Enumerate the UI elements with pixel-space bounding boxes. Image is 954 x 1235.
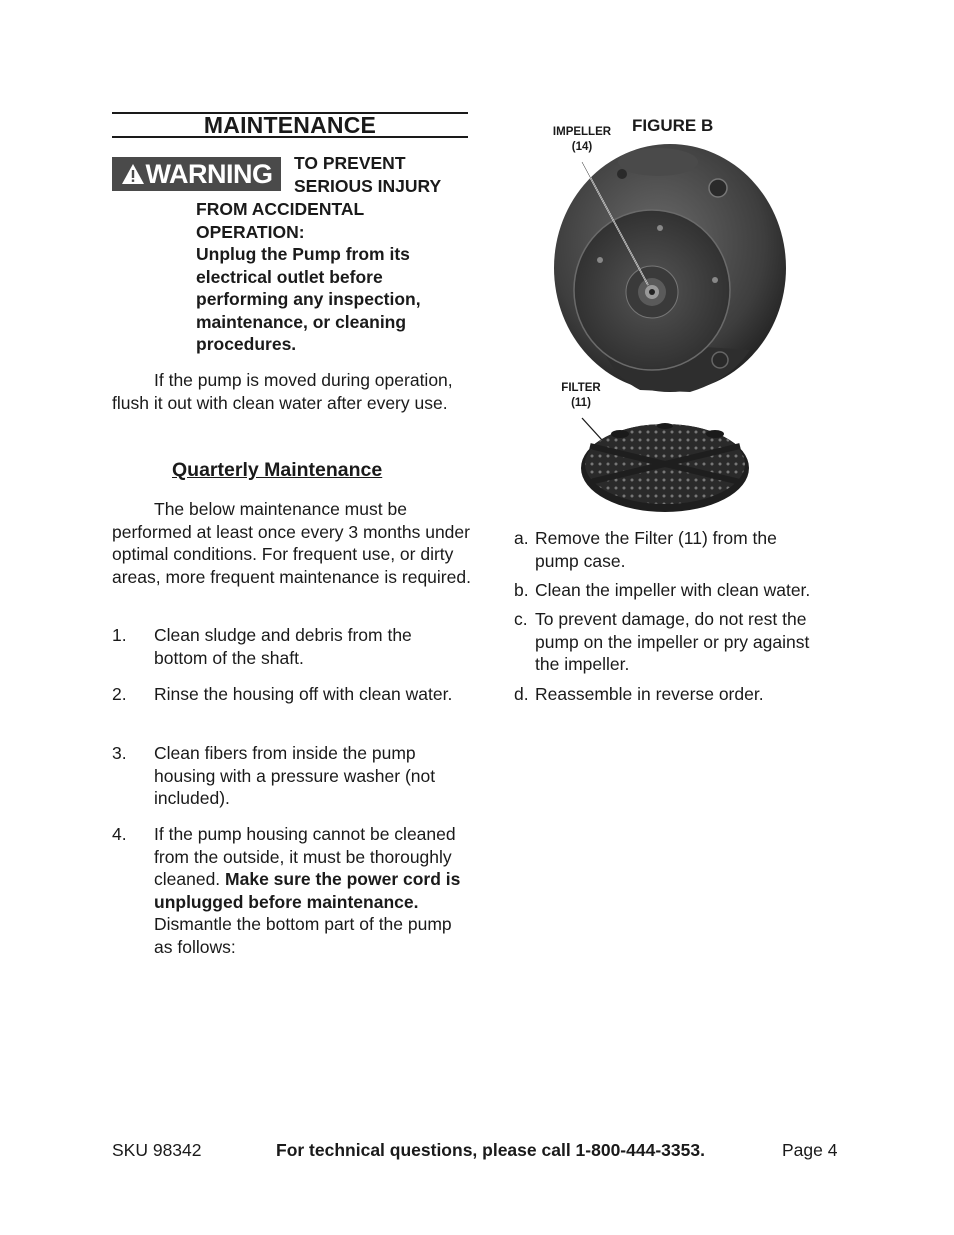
step-text-part: Dismantle the bottom part of the pump as follows: bbox=[154, 914, 452, 957]
substep-letter: b. bbox=[514, 580, 529, 600]
step-item-1 bbox=[112, 624, 472, 670]
quarterly-paragraph: The below maintenance must be performed at least once every 3 months under optimal conditions. For frequent use, or dirty areas, more frequent maintenance is required. bbox=[112, 499, 471, 587]
step-item-3 bbox=[112, 742, 472, 812]
title-rule-bottom bbox=[112, 136, 468, 138]
substep-text: Remove the Filter (11) from the pump case. bbox=[535, 528, 777, 571]
impeller bbox=[574, 210, 730, 370]
substep-text: Clean the impeller with clean water. bbox=[535, 580, 811, 600]
warning-body: Unplug the Pump from its electrical outlet before performing any inspection, maintenance, or cleaning procedures. bbox=[196, 244, 421, 355]
step-text bbox=[154, 823, 466, 959]
step-number: 4. bbox=[112, 824, 127, 844]
step-text-part: If the pump housing cannot be cleaned from the outside, it must be thoroughly cleaned. bbox=[154, 824, 456, 890]
step-number: 3. bbox=[112, 743, 127, 763]
warning-badge bbox=[112, 157, 281, 191]
substep-letter: a. bbox=[514, 528, 529, 548]
step-text: Clean fibers from inside the pump housing with a pressure washer (not included). bbox=[154, 743, 436, 809]
impeller-label-number: (14) bbox=[571, 141, 593, 153]
warning-line-2: SERIOUS INJURY bbox=[294, 176, 442, 196]
filter bbox=[581, 423, 749, 512]
quarterly-heading: Quarterly Maintenance bbox=[172, 459, 383, 481]
warning-triangle-icon bbox=[121, 163, 145, 185]
warning-badge-label: WARNING bbox=[145, 159, 273, 189]
substep-item-d bbox=[514, 683, 844, 707]
filter-label-number: (11) bbox=[571, 397, 591, 409]
step-bold-warning: Make sure the power cord is unplugged before maintenance. bbox=[154, 869, 461, 912]
substep-item-a bbox=[514, 527, 844, 573]
footer-sku: SKU 98342 bbox=[112, 1140, 202, 1160]
warning-line-4: OPERATION: bbox=[196, 222, 305, 242]
step-item-2 bbox=[112, 683, 472, 729]
figure-title: FIGURE B bbox=[632, 116, 714, 135]
step-text: Clean sludge and debris from the bottom of the shaft. bbox=[154, 625, 412, 668]
step-number: 1. bbox=[112, 625, 127, 645]
footer-support-line: For technical questions, please call 1-800-444-3353. bbox=[276, 1140, 705, 1160]
substep-letter: d. bbox=[514, 684, 529, 704]
figure-b-illustration bbox=[540, 140, 800, 520]
impeller-label-text: IMPELLER bbox=[552, 126, 612, 138]
page-title: MAINTENANCE bbox=[203, 112, 377, 138]
warning-line-3: FROM ACCIDENTAL bbox=[196, 199, 365, 219]
filter-label-text: FILTER bbox=[561, 382, 601, 394]
substep-item-c bbox=[514, 608, 844, 678]
step-item-4 bbox=[112, 823, 472, 963]
footer-page-number: Page 4 bbox=[782, 1140, 838, 1160]
substep-item-b bbox=[514, 579, 844, 603]
step-text: Rinse the housing off with clean water. bbox=[154, 684, 453, 704]
substep-text: Reassemble in reverse order. bbox=[535, 684, 764, 704]
filter-leader-line bbox=[582, 418, 602, 440]
step-number: 2. bbox=[112, 684, 127, 704]
substep-letter: c. bbox=[514, 609, 528, 629]
intro-paragraph: If the pump is moved during operation, flush it out with clean water after every use. bbox=[112, 370, 453, 413]
warning-line-1: TO PREVENT bbox=[294, 153, 406, 173]
substep-text: To prevent damage, do not rest the pump on the impeller or pry against the impeller. bbox=[535, 609, 810, 675]
